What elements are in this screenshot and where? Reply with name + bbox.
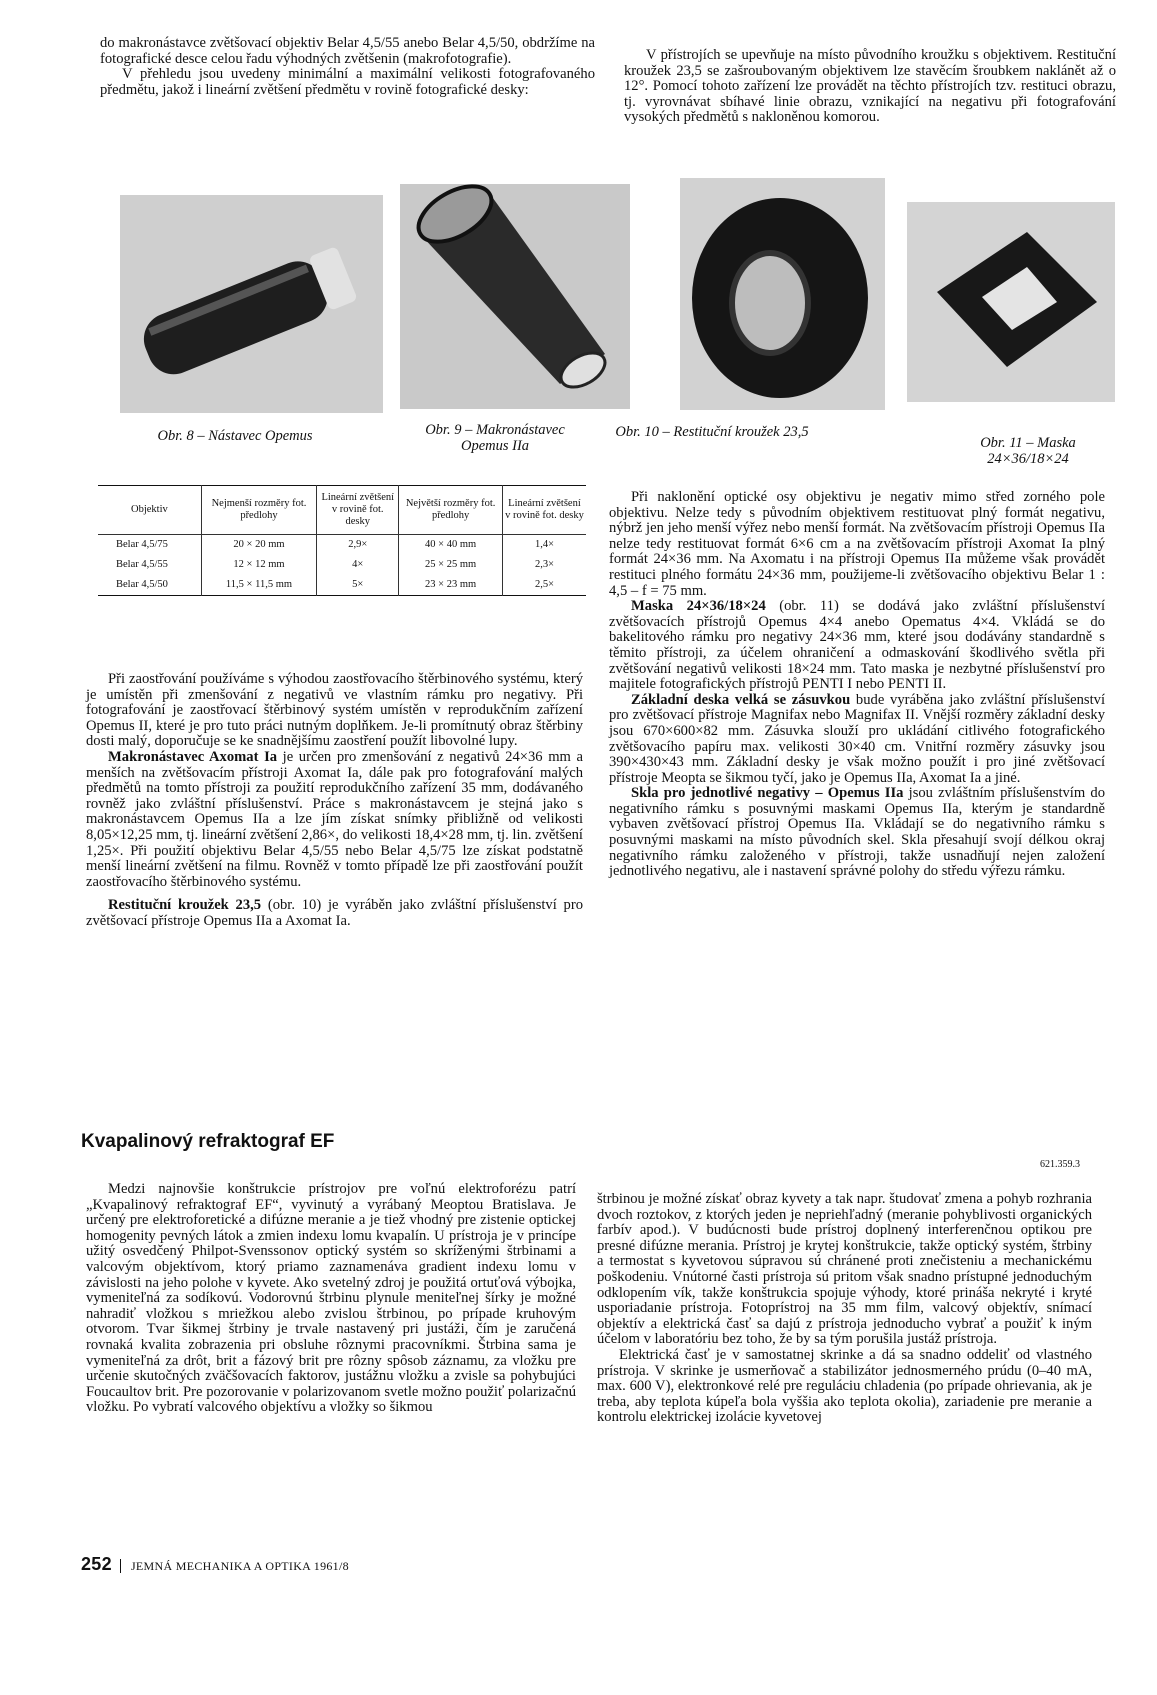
table-cell: 2,5× (534, 579, 554, 590)
paragraph-text: jsou zvláštním příslušenstvím do negativního rámku s posuvnými maskami Opemus IIa, kterým je standardně vybaven zvětšovací přístroj Opemus IIa. Vkládají se do negativního rámku s posuvnými maskami na místo původních skel. Skla přesahují svojí délkou okraj negativního rámku založeného v přístroji, takže usnadňují nejen založení jednotlivého negativu, ale i nastavení správné polohy do středu výřezu rámku. (609, 785, 1105, 880)
paragraph: Medzi najnovšie konštrukcie prístrojov pre voľnú elektroforézu patrí „Kvapalinový refraktograf EF“, vyvinutý a vyrábaný Meoptou Bratislava. Je určený pre elektroforetické a difúzne meranie a je tiež vhodný pre zistenie optickej homogenity pevných látok a zmien indexu lomu kvapalín. U prístroja je v princípe užitý osvedčený Philpot-Svenssonov optický systém so skríženými štrbinami a valcovým objektívom, ktorý priamo zaznamenáva gradient indexu lomu v závislosti na jeho polohe v kyvete. Ako svetelný zdroj je použitá ortuťová výbojka, vymeniteľná za sodíkovú. Vodorovnú štrbinu plynule meniteľnej šírky je možné nahradiť vložkou s mriežkou alebo zvislou štrbinou, po prípade kruhovým otvorom. Tvar šikmej štrbiny je trvale nastavený pri justáži, čím je zaručená rovnaká kvalita zobrazenia pri obsluhe rôznymi pracovníkmi. Štrbina sama je vymeniteľná za drôt, brit a fázový brit pre rôzny spôsob záznamu, za vložku pre určenie skutočných zväčšovacích faktorov, justážnu vložku a zvisle sa pohybujúci Foucaultov brit. Pre pozorovanie v polarizovanom svetle možno použiť polarizačnú vložku. Po vybratí valcového objektívu a vložky so šikmou (86, 1181, 576, 1416)
mid-right-column (609, 490, 1105, 880)
spec-table (98, 485, 586, 596)
paragraph-text: (obr. 10) je vyráběn jako zvláštní příslušenství pro zvětšovací přístroje Opemus IIa a Axomat Ia. (86, 897, 583, 929)
figure-10-caption: Obr. 10 – Restituční kroužek 23,5 (615, 424, 809, 440)
table-cell: 2,3× (534, 559, 554, 570)
table-cell: 12 × 12 mm (201, 555, 316, 575)
ring-icon (680, 178, 885, 410)
table-cell: 40 × 40 mm (399, 535, 503, 556)
mask-frame-icon (907, 202, 1115, 402)
table-cell: Belar 4,5/50 (98, 575, 201, 596)
paragraph (609, 786, 1105, 880)
table-header-row (98, 486, 586, 535)
table-cell: Belar 4,5/55 (98, 555, 201, 575)
paragraph-text: je určen pro zmenšování z negativů 24×36 mm a menších na zvětšovacím přístroji Axomat Ia, dále pak pro fotografování malých předmětů na tomto přístroji za použití reprodukčního zařízení 35 mm, dodávaného rovněž jako zvláštní příslušenství. Práce s makronástavcem je stejná jako s makronástavcem Opemus IIa a lze jím získat snímky přibližně od velikosti 8,05×12,25 mm, tj. lineární zvětšení 2,86×, do velikosti 18,4×28 mm, tj. lin. zvětšení 1,25×. Při použití objektivu Belar 4,5/55 nebo Belar 4,5/75 lze získat podstatně menší lineární zvětšení na filmu. Rovněž v tomto případě lze při zaostřování použít zaostřovacího štěrbinového systému. (86, 748, 583, 890)
article-title: Kvapalinový refraktograf EF (81, 1131, 335, 1152)
table-header: Nejmenší rozměry fot. předlohy (201, 486, 316, 535)
table-cell: 20 × 20 mm (201, 535, 316, 556)
table-row (98, 575, 586, 596)
table-cell: 23 × 23 mm (399, 575, 503, 596)
paragraph: Při zaostřování používáme s výhodou zaostřovacího štěrbinového systému, který je umístěn při zmenšování z negativů ve vlastním rámku pro negativy. Při fotografování je zaostřovací štěrbinový systém umístěn v reprodukčním zařízení Opemus II, které je pro tuto práci nutným doplňkem. Je-li promítnutý obraz štěrbiny dosti malý, doporučuje se ke snadnějšímu zaostření použít libovolné lupy. (86, 671, 583, 750)
paragraph: Při naklonění optické osy objektivu je negativ mimo střed zorného pole objektivu. Nelze tedy s původním objektivem restituovat plný formát negativu, nýbrž jen jeho menší výřez nebo menší formát. Na zvětšovacím přístroji Opemus IIa nelze tedy restituovat formát 6×6 cm a na zvětšovacím přístroji Axomat Ia plný formát 24×36 mm. Na Axomatu i na přístroji Opemus IIa můžeme však provádět restituci plného formátu 24×36 mm, použijeme-li zvětšovacího objektivu Belar 1 : 4,5 – f = 75 mm. (609, 489, 1105, 599)
table-row (98, 535, 586, 556)
paragraph: štrbinou je možné získať obraz kyvety a tak napr. študovať zmena a pohyb rozhrania dvoch roztokov, z ktorých jeden je nepriehľadný (meranie pohyblivosti organických farbív apod.). V budúcnosti bude prístroj doplnený interferenčnou optikou pre presné difúzne merania. Prístroj je krytej konštrukcie, takže optický systém, štrbiny a termostat s kyvetovou súpravou sú chránené proti znečisteniu a mechanickému poškodeniu. Vnútorné časti prístroja sú pritom však snadno prístupné jednoduchým odklopením vík, takže konštrukcia spojuje výhody, ktoré prináša nekryté i kryté usporiadanie prístroja. Fotoprístroj na 35 mm film, valcový objektív, snímací objektív a elektrická časť sa dajú z prístroja jednoducho vybrať a použiť k iným účelom v laboratóriu bez toho, že by sa tým porušila justáž prístroja. (597, 1191, 1092, 1348)
tube-attachment-icon (120, 195, 383, 413)
top-left-column (100, 36, 595, 98)
paragraph-text: (obr. 11) se dodává jako zvláštní příslušenství zvětšovacích přístrojů Opemus 4×4 anebo Opematus 4×4. Vkládá se do bakelitového rámku pro negativy 24×36 mm, které jsou dodávány standardně s těmito přístroji, za účelem ohraničení a odmaskování škodlivého světla při zvětšování negativů velikosti 18×24 mm. Tato maska je nezbytné příslušenství pro majitele fotografických přístrojů PENTI I nebo PENTI II. (609, 598, 1105, 693)
page-footer (81, 1554, 349, 1575)
paragraph: V přístrojích se upevňuje na místo původního kroužku s objektivem. Restituční kroužek 23,5 se zašroubovaným objektivem lze stavěcím šroubkem naklánět až o 12°. Pomocí tohoto zařízení lze provádět na těchto přístrojích tzv. restituci obrazu, tj. vyrovnávat sbíhavé linie obrazu, vznikající na negativu při fotografování vysokých předmětů s nakloněnou komorou. (624, 47, 1116, 126)
paragraph: Elektrická časť je v samostatnej skrinke a dá sa snadno oddeliť od vlastného prístroja. V skrinke je usmerňovač a stabilizátor jednosmerného prúdu (0–40 mA, max. 600 V), elektronkové relé pre reguláciu chladenia (po prípade ohrievania, ak je treba, aby teplota kúpeľa bola vyššia ako teplota okolia), zariadenie pre meranie a kontrolu elektrickej izolácie kyvetovej (597, 1346, 1092, 1426)
paragraph-heading: Makronástavec Axomat Ia (108, 748, 278, 765)
paragraph (609, 599, 1105, 693)
top-right-column (624, 48, 1116, 126)
paragraph-heading: Restituční kroužek 23,5 (108, 897, 262, 914)
journal-name: JEMNÁ MECHANIKA A OPTIKA 1961/8 (130, 1559, 349, 1573)
table-cell: 11,5 × 11,5 mm (201, 575, 316, 596)
paragraph (86, 750, 583, 890)
table-cell: 4× (317, 555, 399, 575)
figure-10-photo (680, 178, 885, 410)
figure-8-caption: Obr. 8 – Nástavec Opemus (157, 428, 313, 444)
table-header: Lineární zvětšení v rovině fot. desky (317, 486, 399, 535)
table-header: Objektiv (98, 486, 201, 535)
mid-left-column (86, 672, 583, 930)
table-row (98, 555, 586, 575)
figure-9-caption: Obr. 9 – Makronástavec Opemus IIa (425, 422, 565, 454)
article2-right-column (597, 1192, 1092, 1426)
table-cell: 2,9× (317, 535, 399, 556)
figure-11-photo (907, 202, 1115, 402)
table-header: Lineární zvětšení v rovině fot. desky (502, 486, 586, 535)
figure-9-photo (400, 184, 630, 409)
figure-8-photo (120, 195, 383, 413)
udc-code: 621.359.3 (1040, 1159, 1080, 1170)
table-cell: Belar 4,5/75 (98, 535, 201, 556)
page-number: 252 (81, 1554, 112, 1574)
figure-11-caption: Obr. 11 – Maska 24×36/18×24 (980, 435, 1076, 467)
paragraph: V přehledu jsou uvedeny minimální a maximální velikosti fotografovaného předmětu, jakož i lineární zvětšení předmětu v rovině fotografické desky: (100, 66, 595, 98)
paragraph-heading: Základní deska velká se zásuvkou (631, 691, 851, 708)
table-cell: 5× (317, 575, 399, 596)
table-header: Největší rozměry fot. předlohy (399, 486, 503, 535)
table-cell: 1,4× (534, 539, 554, 550)
paragraph: do makronástavce zvětšovací objektiv Belar 4,5/55 anebo Belar 4,5/50, obdržíme na fotografické desce celou řadu výhodných zvětšenin (makrofotografie). (100, 35, 595, 67)
paragraph (609, 693, 1105, 787)
table-cell: 25 × 25 mm (399, 555, 503, 575)
paragraph-heading: Maska 24×36/18×24 (631, 598, 766, 615)
paragraph-text: bude vyráběna jako zvláštní příslušenství pro zvětšovací přístroje Magnifax nebo Magnifax II. Vnější rozměry základní desky jsou 670×600×82 mm. Zásuvka slouží pro ukládání citlivého fotografického zvětšovacího papíru max. velikosti 30×40 cm. Vnitřní rozměry zásuvky jsou 390×430×43 mm. Základní desky je však možno použít i pro jiné zvětšovací přístroje Meopta se šikmou tyčí, jako je Opemus IIa, Axomat Ia a jiné. (609, 691, 1105, 786)
paragraph-heading: Skla pro jednotlivé negativy – Opemus IIa (631, 785, 904, 802)
article2-left-column (86, 1182, 576, 1416)
footer-divider (120, 1559, 121, 1573)
cone-attachment-icon (400, 184, 630, 409)
paragraph (86, 898, 583, 929)
